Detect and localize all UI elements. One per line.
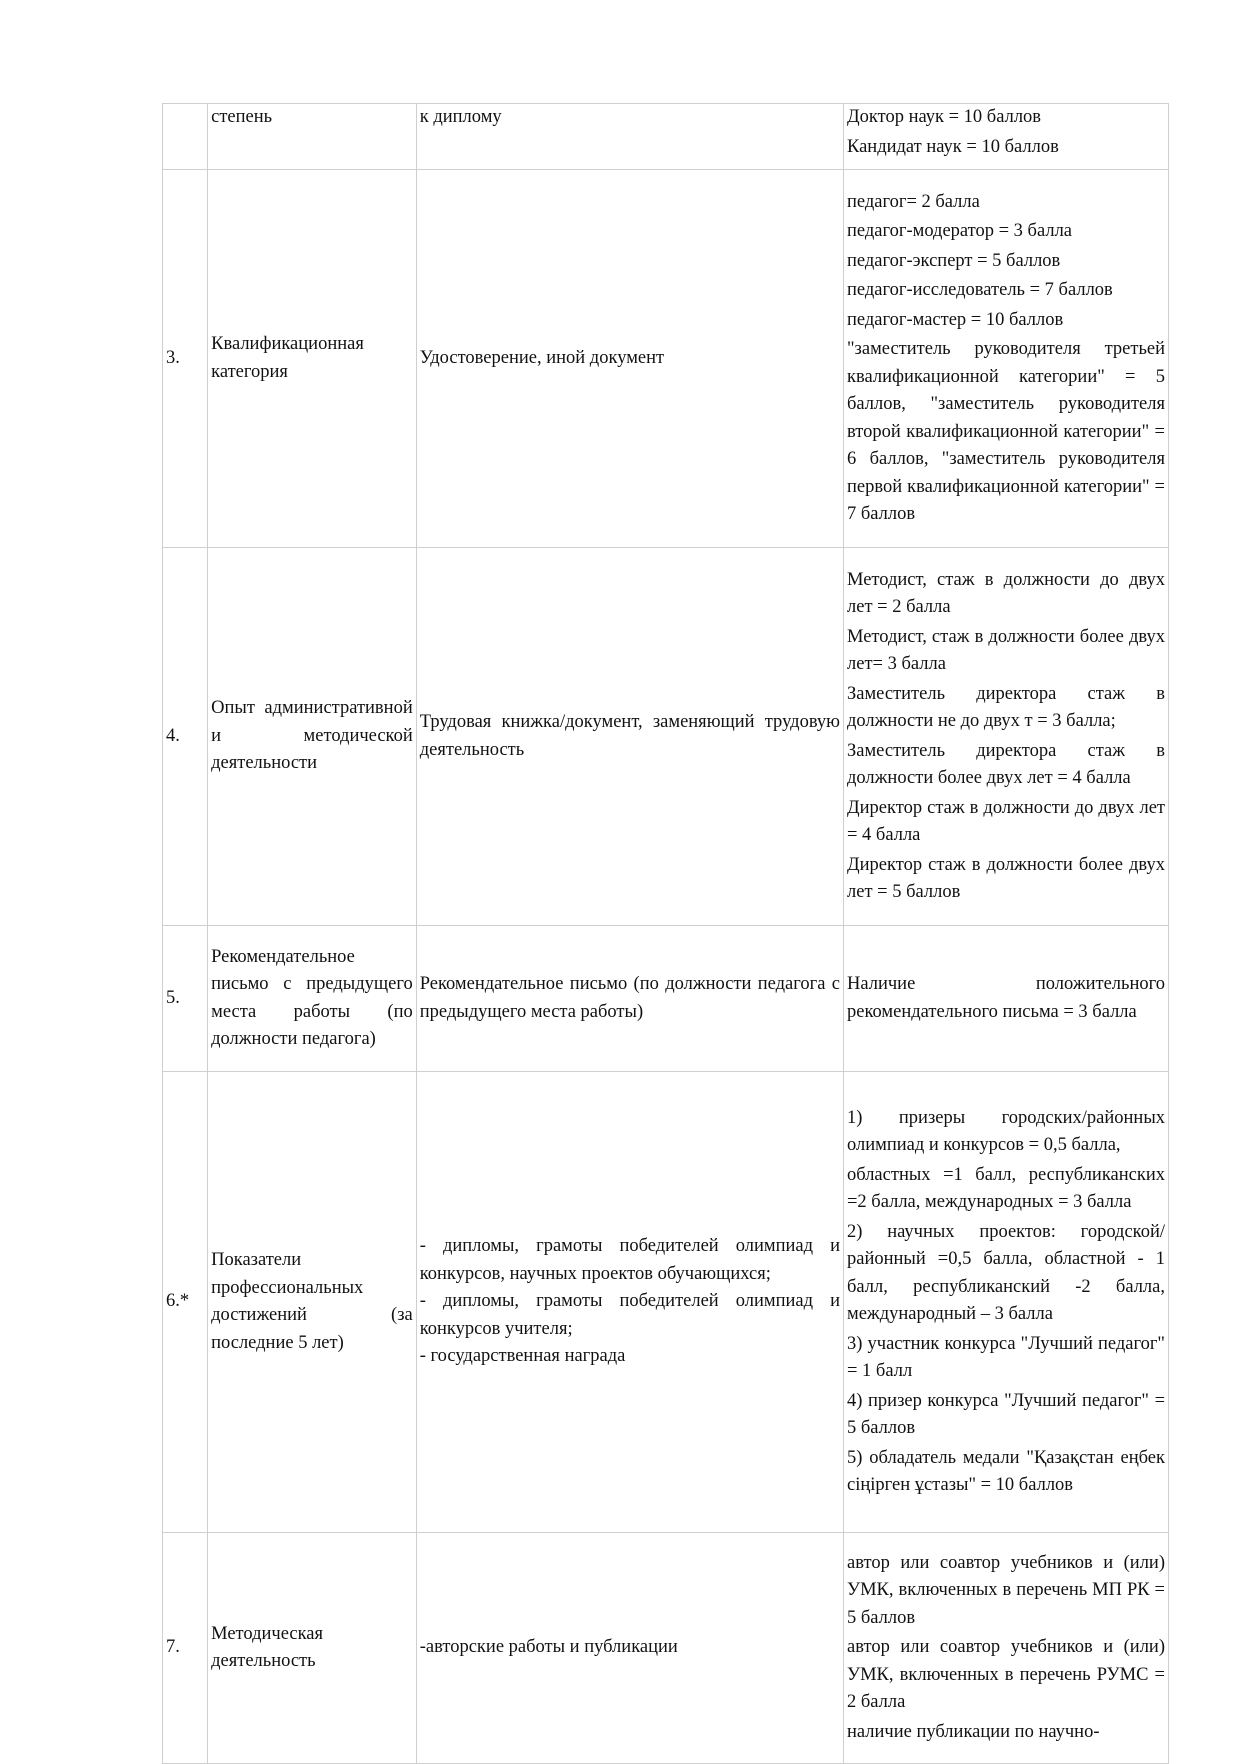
score-cell — [844, 1072, 1169, 1533]
table-row — [163, 1072, 1169, 1533]
confirming-document: -авторские работы и публикации — [416, 1533, 843, 1764]
score-line: педагог= 2 балла — [847, 191, 980, 212]
score-line: педагог-модератор = 3 балла — [847, 221, 1073, 241]
row-number: 6.* — [163, 1072, 208, 1533]
score-line: Директор стаж в должности более двух лет = 5 баллов — [847, 854, 1165, 902]
score-line: Заместитель директора стаж в должности не до двух т = 3 балла; — [847, 683, 1165, 731]
score-line: Наличие положительного рекомендательного письма = 3 балла — [847, 974, 1165, 1022]
criterion-name: Показатели профессиональных достижений (за последние 5 лет) — [208, 1072, 417, 1533]
row-number: 3. — [163, 170, 208, 548]
confirming-document: Удостоверение, иной документ — [416, 170, 843, 548]
score-line: Заместитель директора стаж в должности более двух лет = 4 балла — [847, 740, 1165, 788]
score-line: 3) участник конкурса "Лучший педагог" = 1 балл — [847, 1333, 1165, 1381]
score-line: педагог-исследователь = 7 баллов — [847, 280, 1113, 300]
score-line: автор или соавтор учебников и (или) УМК, включенных в перечень МП РК = 5 баллов — [847, 1552, 1165, 1628]
confirming-document: Рекомендательное письмо (по должности педагога с предыдущего места работы) — [416, 926, 843, 1072]
score-line: Методист, стаж в должности более двух лет= 3 балла — [847, 626, 1165, 674]
score-line: автор или соавтор учебников и (или) УМК, включенных в перечень РУМС = 2 балла — [847, 1637, 1165, 1713]
criterion-name: Рекомендательное письмо с предыдущего места работы (по должности педагога) — [208, 926, 417, 1072]
row-number: 7. — [163, 1533, 208, 1764]
score-line: Директор стаж в должности до двух лет = 4 балла — [847, 797, 1165, 845]
confirming-document: к диплому — [416, 104, 843, 170]
criterion-name: Опыт административной и методической деятельности — [208, 548, 417, 926]
score-line: 4) призер конкурса "Лучший педагог" = 5 баллов — [847, 1390, 1165, 1438]
document-line: - дипломы, грамоты победителей олимпиад и конкурсов, научных проектов обучающихся; — [419, 1236, 840, 1284]
row-number — [163, 104, 208, 170]
score-cell — [844, 926, 1169, 1072]
criteria-table — [162, 103, 1169, 1764]
row-number: 5. — [163, 926, 208, 1072]
confirming-document — [416, 1072, 843, 1533]
table-row — [163, 170, 1169, 548]
table-row — [163, 1533, 1169, 1764]
score-line: Доктор наук = 10 баллов — [847, 107, 1042, 127]
score-line: "заместитель руководителя третьей квалификационной категории" = 5 баллов, "заместитель руководителя второй квалификационной категории" = 6 баллов, "заместитель руководителя первой квалификационной категории" = 7 баллов — [847, 339, 1165, 524]
score-cell — [844, 104, 1169, 170]
table-row — [163, 104, 1169, 170]
criterion-name: Методическая деятельность — [208, 1533, 417, 1764]
score-cell — [844, 548, 1169, 926]
table-row — [163, 548, 1169, 926]
score-line: 5) обладатель медали "Қазақстан еңбек сіңірген ұстазы" = 10 баллов — [847, 1447, 1165, 1495]
confirming-document: Трудовая книжка/документ, заменяющий трудовую деятельность — [416, 548, 843, 926]
score-line: областных =1 балл, республиканских =2 балла, международных = 3 балла — [847, 1164, 1165, 1212]
score-line: Методист, стаж в должности до двух лет = 2 балла — [847, 569, 1165, 617]
document-line: - государственная награда — [419, 1346, 626, 1367]
score-line: наличие публикации по научно- — [847, 1721, 1100, 1742]
criterion-name: степень — [208, 104, 417, 170]
score-line: педагог-мастер = 10 баллов — [847, 309, 1064, 330]
score-line: 2) научных проектов: городской/районный =0,5 балла, областной - 1 балл, республиканский -2 балла, международный – 3 балла — [847, 1221, 1165, 1324]
document-line: - дипломы, грамоты победителей олимпиад и конкурсов учителя; — [419, 1291, 840, 1339]
criterion-name: Квалификационная категория — [208, 170, 417, 548]
row-number: 4. — [163, 548, 208, 926]
table-row — [163, 926, 1169, 1072]
score-cell — [844, 1533, 1169, 1764]
score-line: Кандидат наук = 10 баллов — [847, 136, 1059, 157]
score-line: 1) призеры городских/районных олимпиад и конкурсов = 0,5 балла, — [847, 1107, 1165, 1155]
score-line: педагог-эксперт = 5 баллов — [847, 250, 1061, 271]
score-cell — [844, 170, 1169, 548]
